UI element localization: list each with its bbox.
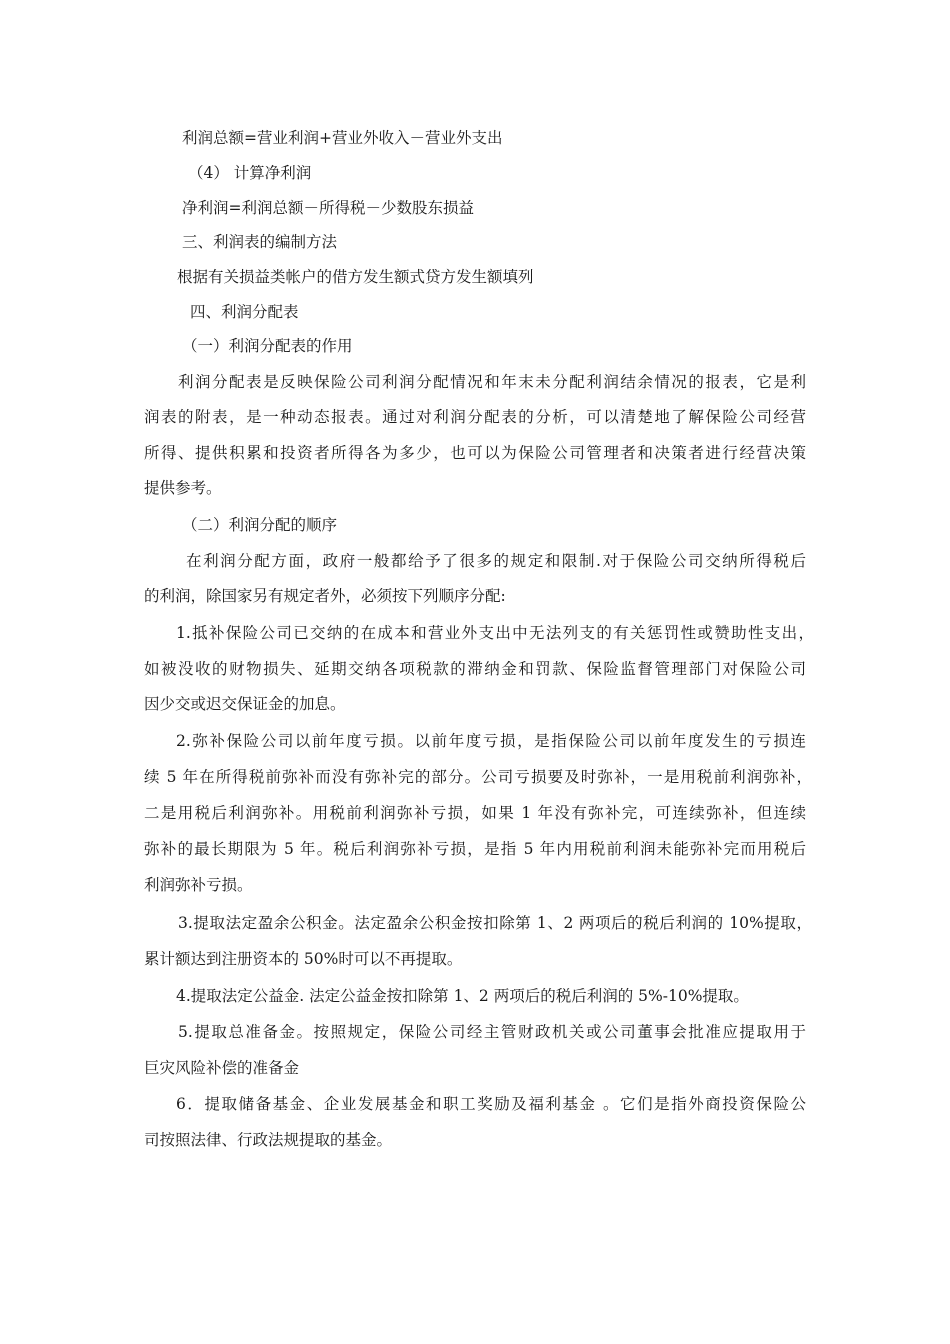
item-1-line: 如被没收的财物损失、延期交纳各项税款的滞纳金和罚款、保险监督管理部门对保险公司 (144, 660, 806, 678)
section-3-body: 根据有关损益类帐户的借方发生额式贷方发生额填列 (177, 268, 534, 286)
item-4-line: 4.提取法定公益金. 法定公益金按扣除第 1、2 两项后的税后利润的 5%-10%提取。 (176, 987, 749, 1005)
item-2-line: 弥补的最长期限为 5 年。税后利润弥补亏损，是指 5 年内用税前利润未能弥补完而用税后 (144, 840, 806, 858)
item-5-line: 5.提取总准备金。按照规定，保险公司经主管财政机关或公司董事会批准应提取用于 (178, 1023, 806, 1041)
item-5-line: 巨灾风险补偿的准备金 (144, 1059, 300, 1077)
step-4-heading: （4） 计算净利润 (188, 164, 312, 182)
item-1-line: 1.抵补保险公司已交纳的在成本和营业外支出中无法列支的有关惩罚性或赞助性支出， (176, 624, 814, 642)
item-2-line: 2.弥补保险公司以前年度亏损。以前年度亏损，是指保险公司以前年度发生的亏损连 (176, 732, 806, 750)
paragraph-line: 提供参考。 (144, 479, 222, 497)
subsection-2-heading: （二）利润分配的顺序 (182, 516, 338, 534)
paragraph-line: 利润分配表是反映保险公司利润分配情况和年末未分配利润结余情况的报表，它是利 (178, 373, 806, 391)
item-2-line: 利润弥补亏损。 (144, 876, 253, 894)
item-2-line: 二是用税后利润弥补。用税前利润弥补亏损，如果 1 年没有弥补完，可连续弥补，但连续 (144, 804, 806, 822)
formula-total-profit: 利润总额=营业利润+营业外收入－营业外支出 (182, 129, 503, 147)
subsection-1-heading: （一）利润分配表的作用 (182, 337, 353, 355)
item-1-line: 因少交或迟交保证金的加息。 (144, 695, 346, 713)
paragraph-line: 所得、提供积累和投资者所得各为多少，也可以为保险公司管理者和决策者进行经营决策 (144, 444, 806, 462)
formula-net-profit: 净利润=利润总额－所得税－少数股东损益 (182, 199, 474, 217)
paragraph-line: 的利润，除国家另有规定者外，必须按下列顺序分配: (144, 587, 506, 605)
paragraph-line: 在利润分配方面，政府一般都给予了很多的规定和限制.对于保险公司交纳所得税后 (186, 552, 806, 570)
section-3-heading: 三、利润表的编制方法 (182, 233, 338, 251)
item-6-line: 司按照法律、行政法规提取的基金。 (144, 1131, 393, 1149)
section-4-heading: 四、利润分配表 (190, 303, 299, 321)
item-3-line: 累计额达到注册资本的 50%时可以不再提取。 (144, 950, 463, 968)
item-3-line: 3.提取法定盈余公积金。法定盈余公积金按扣除第 1、2 两项后的税后利润的 10%提取， (178, 914, 812, 932)
item-6-line: 6．提取储备基金、企业发展基金和职工奖励及福利基金 。它们是指外商投资保险公 (176, 1095, 806, 1113)
paragraph-line: 润表的附表，是一种动态报表。通过对利润分配表的分析，可以清楚地了解保险公司经营 (144, 408, 806, 426)
item-2-line: 续 5 年在所得税前弥补而没有弥补完的部分。公司亏损要及时弥补，一是用税前利润弥补， (144, 768, 812, 786)
